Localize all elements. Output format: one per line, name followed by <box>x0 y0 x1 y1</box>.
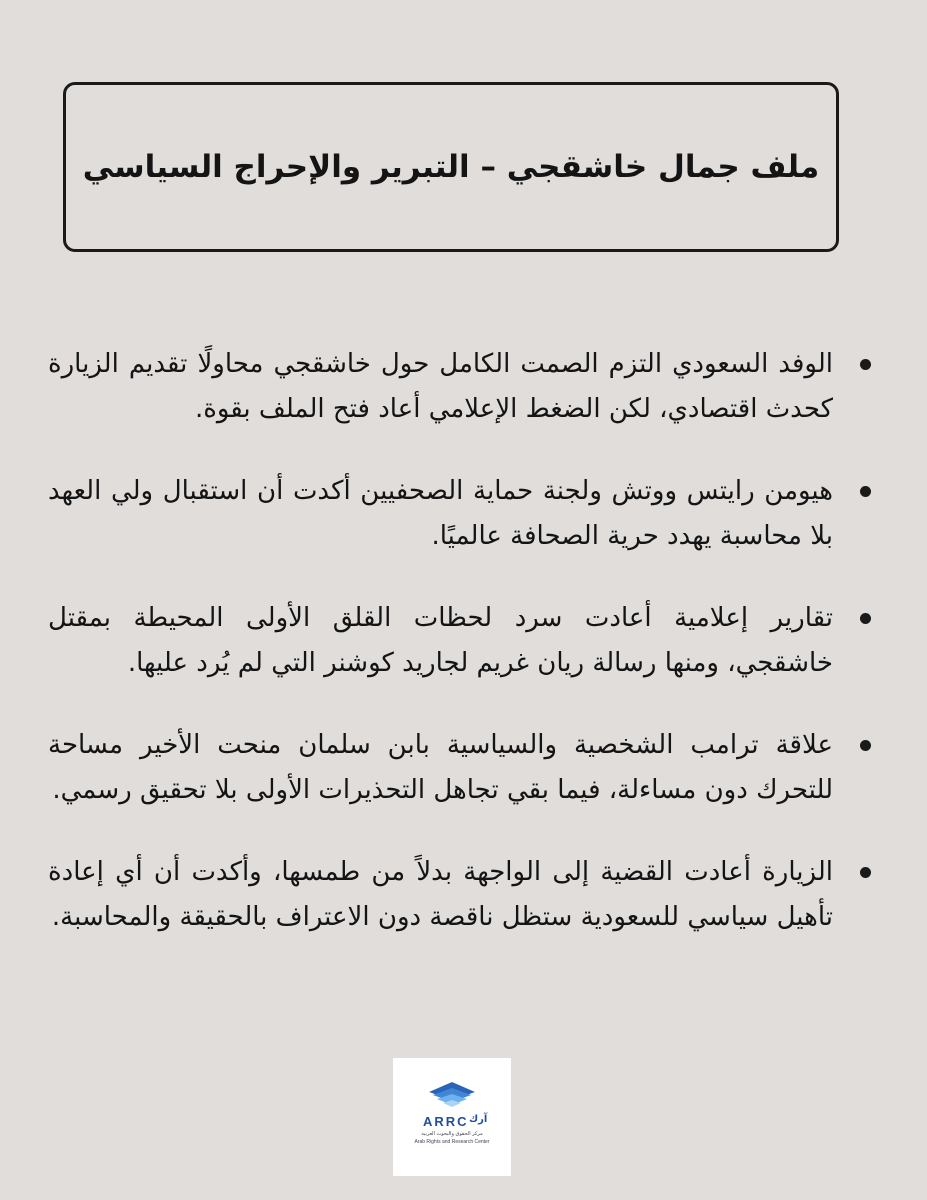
logo-subtitle-en: Arab Rights and Research Center <box>414 1139 490 1145</box>
title-box <box>63 82 839 252</box>
list-item <box>48 596 879 686</box>
list-item <box>48 469 879 559</box>
arrc-logo <box>393 1058 511 1176</box>
bullet-text: الزيارة أعادت القضية إلى الواجهة بدلاً من طمسها، وأكدت أن أي إعادة تأهيل سياسي للسعودية ستظل ناقصة دون الاعتراف بالحقيقة والمحاسبة. <box>48 857 833 932</box>
list-item <box>48 342 879 432</box>
arrc-logo-icon <box>427 1080 477 1112</box>
bullet-dot-icon <box>860 486 871 497</box>
bullet-text: علاقة ترامب الشخصية والسياسية بابن سلمان منحت الأخير مساحة للتحرك دون مساءلة، فيما بقي تجاهل التحذيرات الأولى بلا تحقيق رسمي. <box>48 730 833 805</box>
bullet-text: هيومن رايتس ووتش ولجنة حماية الصحفيين أكدت أن استقبال ولي العهد بلا محاسبة يهدد حرية الصحافة عالميًا. <box>48 476 833 551</box>
list-item <box>48 850 879 940</box>
bullet-dot-icon <box>860 740 871 751</box>
bullet-text: الوفد السعودي التزم الصمت الكامل حول خاشقجي محاولًا تقديم الزيارة كحدث اقتصادي، لكن الضغط الإعلامي أعاد فتح الملف بقوة. <box>48 349 833 424</box>
bullet-dot-icon <box>860 359 871 370</box>
bullet-dot-icon <box>860 867 871 878</box>
logo-arabic-text: آرك <box>469 1114 488 1125</box>
logo-latin-text: ARRC <box>423 1114 469 1129</box>
logo-subtitle <box>411 1130 493 1146</box>
bullet-dot-icon <box>860 613 871 624</box>
bullet-text: تقارير إعلامية أعادت سرد لحظات القلق الأولى المحيطة بمقتل خاشقجي، ومنها رسالة ريان غريم لجاريد كوشنر التي لم يُرد عليها. <box>48 603 833 678</box>
page-title: ملف جمال خاشقجي – التبرير والإحراج السياسي <box>82 149 820 185</box>
logo-subtitle-ar: مركز الحقوق والبحوث العربية <box>421 1131 483 1137</box>
bullet-list <box>48 342 879 977</box>
list-item <box>48 723 879 813</box>
